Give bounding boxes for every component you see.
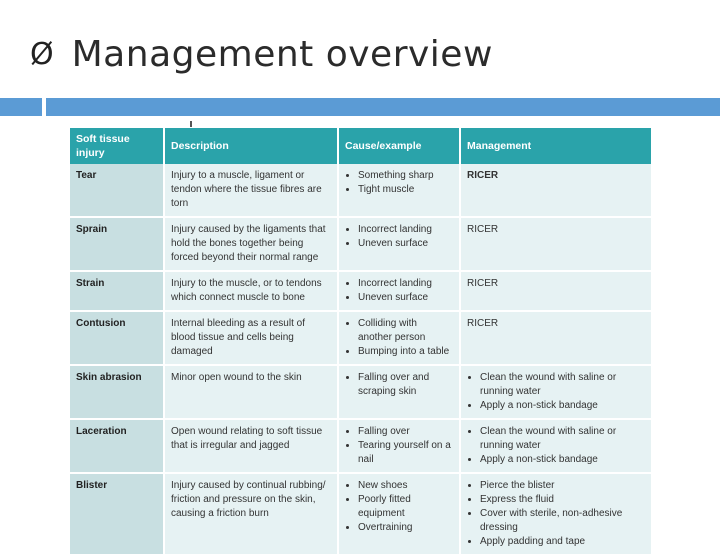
cause-item: • Bumping into a table: [358, 345, 453, 359]
cause-item: • Uneven surface: [358, 237, 453, 251]
cause-item: • Overtraining: [358, 521, 453, 535]
management-list: [467, 371, 645, 413]
cause-item: • New shoes: [358, 479, 453, 493]
accent-bar-left: [0, 98, 42, 116]
table-row: [70, 311, 652, 365]
cause-list: [345, 425, 453, 467]
cell-description: Injury to a muscle, ligament or tendon where the tissue fibres are torn: [164, 164, 338, 217]
cause-list: [345, 317, 453, 359]
header-description: Description: [164, 128, 338, 164]
cell-description: Injury to the muscle, or to tendons which connect muscle to bone: [164, 271, 338, 311]
cell-cause: [338, 271, 460, 311]
cause-list: [345, 479, 453, 535]
injury-management-table: [70, 128, 653, 556]
header-management: Management: [460, 128, 652, 164]
table-row: [70, 164, 652, 217]
cause-list: [345, 371, 453, 399]
management-item: • Apply a non-stick bandage: [480, 453, 645, 467]
cause-item: • Uneven surface: [358, 291, 453, 305]
cell-management: [460, 419, 652, 473]
table-row: [70, 217, 652, 271]
accent-bar-right: [46, 98, 720, 116]
cell-management: RICER: [460, 164, 652, 217]
cell-management: [460, 365, 652, 419]
cause-item: • Tearing yourself on a nail: [358, 439, 453, 467]
management-item: • Pierce the blister: [480, 479, 645, 493]
cell-description: Injury caused by the ligaments that hold the bones together being forced beyond their normal range: [164, 217, 338, 271]
arrow-bullet-icon: Ø: [30, 36, 54, 72]
cell-management: RICER: [460, 271, 652, 311]
cause-list: [345, 223, 453, 251]
cell-description: Injury caused by continual rubbing/ friction and pressure on the skin, causing a friction burn: [164, 473, 338, 555]
management-item: • Clean the wound with saline or running water: [480, 371, 645, 399]
table-row: [70, 365, 652, 419]
cell-description: Internal bleeding as a result of blood tissue and cells being damaged: [164, 311, 338, 365]
cause-item: • Incorrect landing: [358, 277, 453, 291]
cell-cause: [338, 365, 460, 419]
cell-description: Open wound relating to soft tissue that is irregular and jagged: [164, 419, 338, 473]
cell-injury: Skin abrasion: [70, 365, 164, 419]
cause-item: • Incorrect landing: [358, 223, 453, 237]
cause-item: • Poorly fitted equipment: [358, 493, 453, 521]
cell-injury: Blister: [70, 473, 164, 555]
table-row: [70, 473, 652, 555]
management-item: • Apply a non-stick bandage: [480, 399, 645, 413]
slide-title: Management overview: [71, 34, 493, 75]
slide-title-row: [30, 34, 493, 75]
cell-management: RICER: [460, 217, 652, 271]
management-item: • Express the fluid: [480, 493, 645, 507]
cell-cause: [338, 419, 460, 473]
table-header-row: [70, 128, 652, 164]
cell-cause: [338, 164, 460, 217]
table-row: [70, 271, 652, 311]
header-injury: Soft tissue injury: [70, 128, 164, 164]
cell-management: RICER: [460, 311, 652, 365]
cause-item: • Falling over: [358, 425, 453, 439]
cause-list: [345, 169, 453, 197]
cause-item: • Something sharp: [358, 169, 453, 183]
cell-management: [460, 473, 652, 555]
cell-injury: Sprain: [70, 217, 164, 271]
management-item: • Cover with sterile, non-adhesive dressing: [480, 507, 645, 535]
table-row: [70, 419, 652, 473]
tick-mark-top: [190, 121, 192, 127]
cell-injury: Contusion: [70, 311, 164, 365]
cell-injury: Strain: [70, 271, 164, 311]
cause-list: [345, 277, 453, 305]
cell-description: Minor open wound to the skin: [164, 365, 338, 419]
management-item: • Apply padding and tape: [480, 535, 645, 549]
cause-item: • Tight muscle: [358, 183, 453, 197]
header-cause: Cause/example: [338, 128, 460, 164]
management-item: • Clean the wound with saline or running water: [480, 425, 645, 453]
cell-injury: Tear: [70, 164, 164, 217]
cell-cause: [338, 217, 460, 271]
cell-cause: [338, 311, 460, 365]
management-list: [467, 479, 645, 549]
cause-item: • Falling over and scraping skin: [358, 371, 453, 399]
cell-cause: [338, 473, 460, 555]
management-list: [467, 425, 645, 467]
cause-item: • Colliding with another person: [358, 317, 453, 345]
cell-injury: Laceration: [70, 419, 164, 473]
